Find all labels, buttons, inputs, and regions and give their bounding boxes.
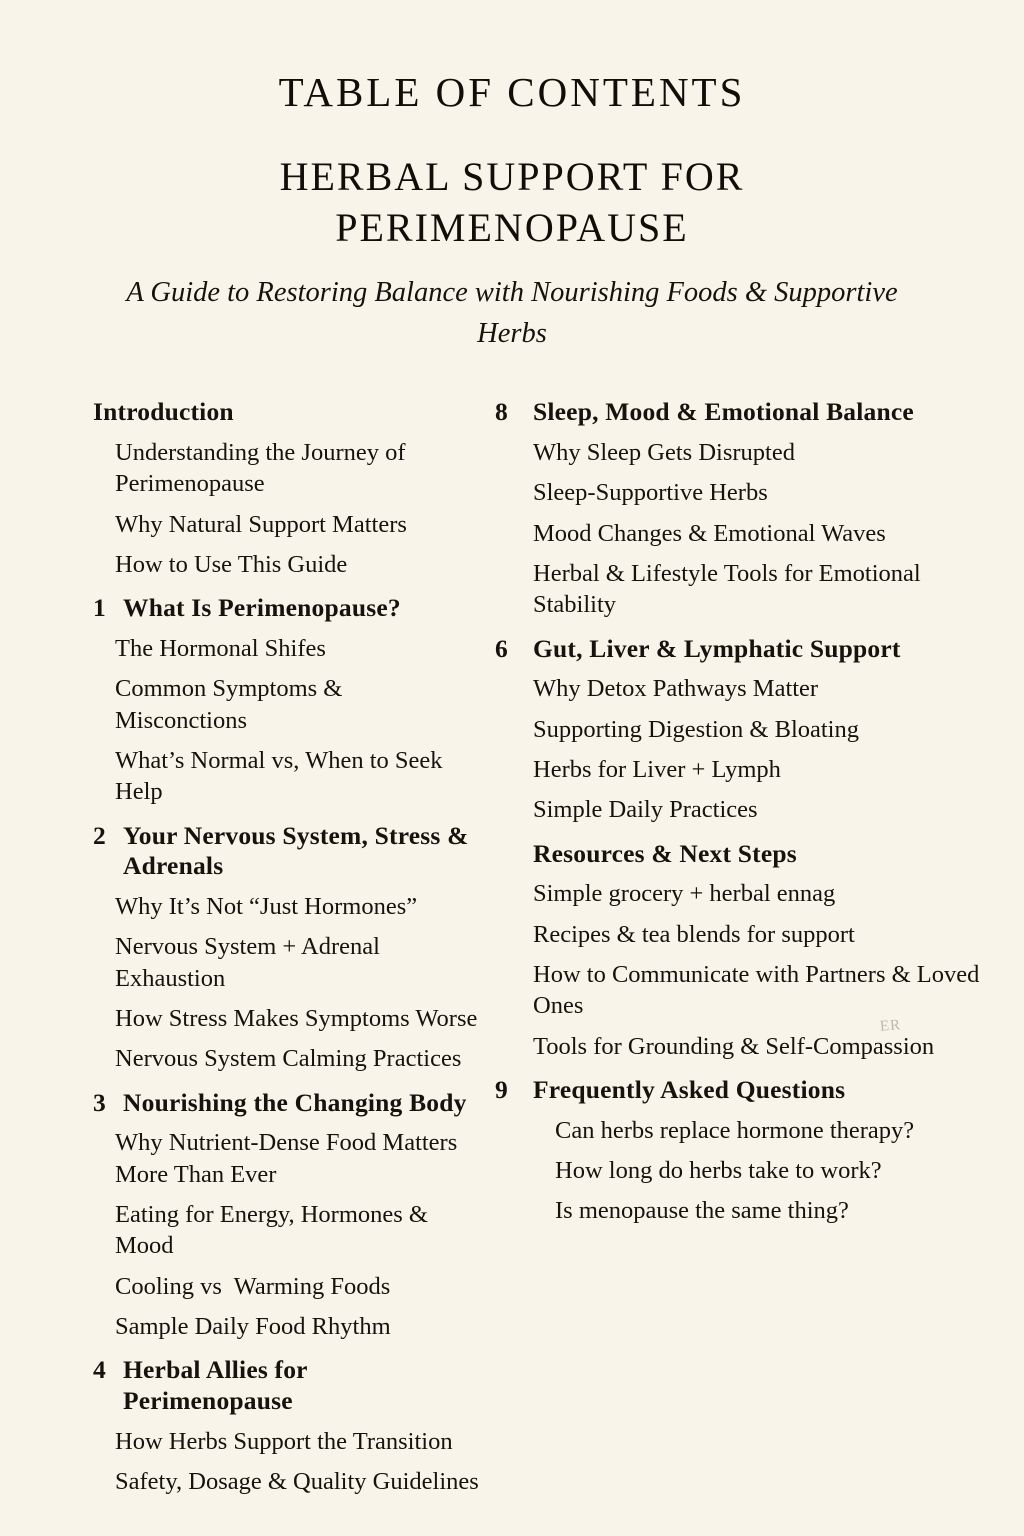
chapter-heading-what-is-perimenopause[interactable] (93, 593, 480, 624)
page-title: TABLE OF CONTENTS (278, 69, 746, 115)
chapter-number: 4 (93, 1355, 106, 1385)
toc-entry[interactable]: Tools for Grounding & Self-Compassion (533, 1032, 935, 1060)
toc-entry[interactable]: Herbs for Liver + Lymph (533, 756, 781, 784)
chapter-title: What Is Perimenopause? (123, 593, 401, 623)
toc-entry[interactable]: How to Communicate with Partners & Loved Ones (533, 961, 986, 1020)
chapter-title: Gut, Liver & Lymphatic Support (533, 633, 901, 663)
toc-entry[interactable]: Why Nutrient-Dense Food Matters More Than Ever (115, 1129, 464, 1188)
toc-entry[interactable]: Understanding the Journey of Perimenopause (115, 438, 412, 498)
chapter-title: Frequently Asked Questions (533, 1075, 846, 1105)
chapter-heading-introduction[interactable] (93, 397, 480, 428)
toc-entry[interactable]: Safety, Dosage & Quality Guidelines (115, 1468, 479, 1496)
toc-entry[interactable]: The Hormonal Shifes (115, 634, 326, 662)
masthead (0, 0, 1024, 354)
chapter-title: Introduction (93, 397, 234, 427)
chapter-number: 2 (93, 820, 106, 850)
chapter-number: 1 (93, 593, 106, 623)
toc-entry[interactable]: Simple Daily Practices (533, 796, 758, 824)
chapter-heading-sleep-mood-emotional-balance[interactable] (495, 397, 990, 428)
toc-entry[interactable]: Nervous System + Adrenal Exhaustion (115, 933, 387, 992)
chapter-number: 6 (495, 633, 508, 663)
toc-entry[interactable]: Why Detox Pathways Matter (533, 675, 819, 703)
chapter-heading-your-nervous-system-stress-adrenals[interactable] (93, 821, 480, 882)
toc-entry[interactable]: Eating for Energy, Hormones & Mood (115, 1201, 435, 1260)
watermark-text: ER (879, 1017, 902, 1035)
toc-entry[interactable]: How to Use This Guide (115, 550, 348, 578)
toc-entry[interactable]: Nervous System Calming Practices (115, 1045, 462, 1073)
toc-entry[interactable]: How Herbs Support the Transition (115, 1427, 453, 1455)
toc-entry[interactable]: Sample Daily Food Rhythm (115, 1313, 391, 1341)
chapter-heading-nourishing-the-changing-body[interactable] (93, 1088, 480, 1119)
chapter-title: Sleep, Mood & Emotional Balance (533, 397, 914, 427)
toc-entry[interactable]: Can herbs replace hormone therapy? (555, 1116, 915, 1144)
toc-entry[interactable]: What’s Normal vs, When to Seek Help (115, 747, 449, 806)
toc-entry[interactable]: Herbal & Lifestyle Tools for Emotional Stability (533, 559, 927, 619)
toc-entry[interactable]: Is menopause the same thing? (555, 1197, 849, 1225)
chapter-title: Your Nervous System, Stress & Adrenals (123, 820, 469, 881)
book-title: HERBAL SUPPORT FOR PERIMENOPAUSE (279, 154, 745, 251)
contents-columns (0, 384, 1024, 1497)
toc-entry[interactable]: Simple grocery + herbal ennag (533, 880, 836, 908)
chapter-title: Nourishing the Changing Body (123, 1087, 467, 1117)
chapter-title: Resources & Next Steps (533, 838, 797, 868)
toc-entry[interactable]: Cooling vs Warming Foods (115, 1272, 391, 1300)
chapter-number: 8 (495, 397, 508, 427)
book-subtitle: A Guide to Restoring Balance with Nourishing Foods & Supportive Herbs (126, 277, 898, 349)
toc-entry[interactable]: Recipes & tea blends for support (533, 920, 855, 948)
contents-column-left (0, 384, 480, 1497)
toc-entry[interactable]: Mood Changes & Emotional Waves (533, 519, 886, 547)
chapter-title: Herbal Allies for Perimenopause (123, 1355, 308, 1416)
contents-column-right (480, 384, 1024, 1226)
toc-entry[interactable]: How long do herbs take to work? (555, 1157, 882, 1185)
toc-entry[interactable]: Common Symptoms & Misconctions (115, 675, 349, 734)
chapter-heading-gut-liver-lymphatic-support[interactable] (495, 633, 990, 665)
chapter-heading-resources-next-steps[interactable] (533, 839, 990, 870)
toc-entry[interactable]: Supporting Digestion & Bloating (533, 715, 859, 743)
toc-entry[interactable]: Why Natural Support Matters (115, 510, 407, 538)
chapter-number: 9 (495, 1075, 508, 1105)
toc-entry[interactable]: Why Sleep Gets Disrupted (533, 438, 795, 466)
toc-entry[interactable]: Sleep-Supportive Herbs (533, 479, 768, 507)
chapter-heading-frequently-asked-questions[interactable] (495, 1075, 990, 1106)
chapter-number: 3 (93, 1087, 106, 1117)
chapter-heading-herbal-allies-for-perimenopause[interactable] (93, 1355, 480, 1416)
toc-entry[interactable]: How Stress Makes Symptoms Worse (115, 1005, 478, 1032)
toc-entry[interactable]: Why It’s Not “Just Hormones” (115, 892, 418, 920)
